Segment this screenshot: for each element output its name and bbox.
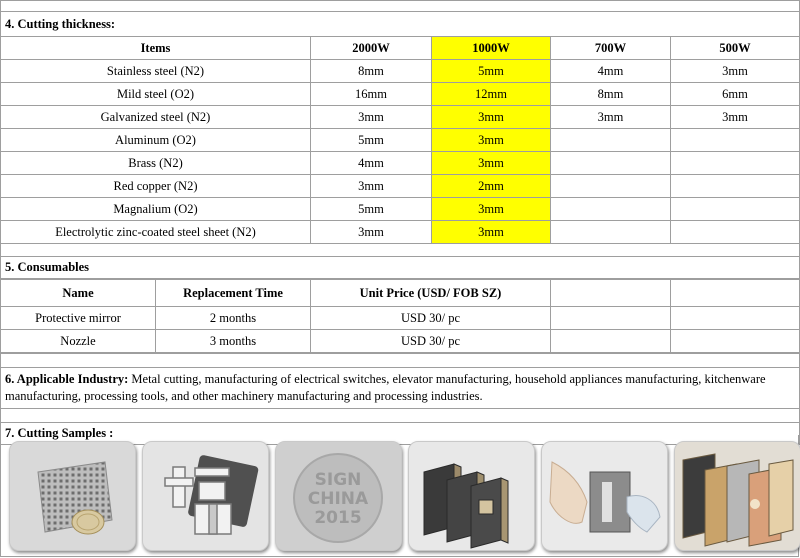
value-500w: 3mm bbox=[671, 60, 800, 83]
industry-paragraph bbox=[1, 368, 800, 409]
value-1000w: 3mm bbox=[432, 129, 551, 152]
disc-line-2: CHINA bbox=[307, 489, 369, 509]
material-cell: Red copper (N2) bbox=[1, 175, 311, 198]
consumable-name: Nozzle bbox=[1, 330, 156, 353]
consumable-price: USD 30/ pc bbox=[311, 330, 551, 353]
value-500w bbox=[671, 175, 800, 198]
value-1000w: 3mm bbox=[432, 221, 551, 244]
header-2000w: 2000W bbox=[311, 37, 432, 60]
material-cell: Mild steel (O2) bbox=[1, 83, 311, 106]
material-cell: Stainless steel (N2) bbox=[1, 60, 311, 83]
consumables-table bbox=[0, 279, 800, 353]
hand-holding-cut-block-sample bbox=[542, 442, 667, 550]
consumable-price: USD 30/ pc bbox=[311, 307, 551, 330]
value-2000w: 3mm bbox=[311, 175, 432, 198]
value-700w: 3mm bbox=[551, 106, 671, 129]
value-2000w: 5mm bbox=[311, 129, 432, 152]
value-700w bbox=[551, 175, 671, 198]
samples-section-title: 7. Cutting Samples : bbox=[1, 423, 800, 445]
header-name: Name bbox=[1, 280, 156, 307]
value-500w bbox=[671, 221, 800, 244]
cutting-row bbox=[1, 221, 800, 244]
perforated-sheet-with-coin-sample bbox=[10, 442, 135, 550]
value-1000w: 3mm bbox=[432, 152, 551, 175]
cutting-row bbox=[1, 106, 800, 129]
disc-line-3: 2015 bbox=[314, 508, 362, 528]
sample-thumbnail[interactable] bbox=[674, 441, 800, 551]
consumable-name: Protective mirror bbox=[1, 307, 156, 330]
sample-thumbnail[interactable] bbox=[275, 441, 402, 551]
disc-line-1: SIGN bbox=[314, 470, 362, 490]
cutting-row bbox=[1, 129, 800, 152]
value-2000w: 3mm bbox=[311, 221, 432, 244]
value-700w bbox=[551, 221, 671, 244]
industry-label: 6. Applicable Industry: bbox=[5, 372, 129, 386]
material-cell: Brass (N2) bbox=[1, 152, 311, 175]
value-1000w: 5mm bbox=[432, 60, 551, 83]
value-1000w: 3mm bbox=[432, 106, 551, 129]
consumables-section-title: 5. Consumables bbox=[1, 257, 800, 279]
header-items: Items bbox=[1, 37, 311, 60]
cutting-row bbox=[1, 83, 800, 106]
sample-thumbnail[interactable] bbox=[142, 441, 269, 551]
header-unit-price: Unit Price (USD/ FOB SZ) bbox=[311, 280, 551, 307]
sample-thumbnail[interactable] bbox=[9, 441, 136, 551]
value-700w: 8mm bbox=[551, 83, 671, 106]
value-500w bbox=[671, 152, 800, 175]
colored-metal-plates-sample bbox=[675, 442, 800, 550]
chinese-character-cutout-sample bbox=[143, 442, 268, 550]
value-500w: 3mm bbox=[671, 106, 800, 129]
material-cell: Galvanized steel (N2) bbox=[1, 106, 311, 129]
value-1000w: 3mm bbox=[432, 198, 551, 221]
sign-china-2015-disc-sample bbox=[276, 442, 401, 550]
consumable-time: 3 months bbox=[156, 330, 311, 353]
header-1000w: 1000W bbox=[432, 37, 551, 60]
value-500w: 6mm bbox=[671, 83, 800, 106]
consumable-time: 2 months bbox=[156, 307, 311, 330]
cutting-row bbox=[1, 198, 800, 221]
value-2000w: 16mm bbox=[311, 83, 432, 106]
material-cell: Aluminum (O2) bbox=[1, 129, 311, 152]
square-plate-blocks-sample bbox=[409, 442, 534, 550]
value-2000w: 3mm bbox=[311, 106, 432, 129]
cutting-section-title: 4. Cutting thickness: bbox=[1, 12, 800, 37]
header-700w: 700W bbox=[551, 37, 671, 60]
header-500w: 500W bbox=[671, 37, 800, 60]
value-700w bbox=[551, 198, 671, 221]
consumable-row bbox=[1, 330, 800, 353]
samples-strip bbox=[0, 435, 799, 557]
material-cell: Magnalium (O2) bbox=[1, 198, 311, 221]
value-500w bbox=[671, 129, 800, 152]
consumable-row bbox=[1, 307, 800, 330]
value-1000w: 2mm bbox=[432, 175, 551, 198]
material-cell: Electrolytic zinc-coated steel sheet (N2) bbox=[1, 221, 311, 244]
info-table bbox=[0, 353, 800, 445]
value-700w bbox=[551, 129, 671, 152]
value-500w bbox=[671, 198, 800, 221]
header-replacement-time: Replacement Time bbox=[156, 280, 311, 307]
cutting-row bbox=[1, 175, 800, 198]
value-2000w: 4mm bbox=[311, 152, 432, 175]
value-700w bbox=[551, 152, 671, 175]
cutting-row bbox=[1, 60, 800, 83]
value-700w: 4mm bbox=[551, 60, 671, 83]
sample-thumbnail[interactable] bbox=[408, 441, 535, 551]
value-2000w: 5mm bbox=[311, 198, 432, 221]
cutting-row bbox=[1, 152, 800, 175]
sample-thumbnail[interactable] bbox=[541, 441, 668, 551]
industry-text: Metal cutting, manufacturing of electrical switches, elevator manufacturing, household appliances manufacturing, kitchenware manufacturing, processing tools, and other machinery manufacturing and processing industries. bbox=[5, 372, 766, 403]
value-2000w: 8mm bbox=[311, 60, 432, 83]
value-1000w: 12mm bbox=[432, 83, 551, 106]
